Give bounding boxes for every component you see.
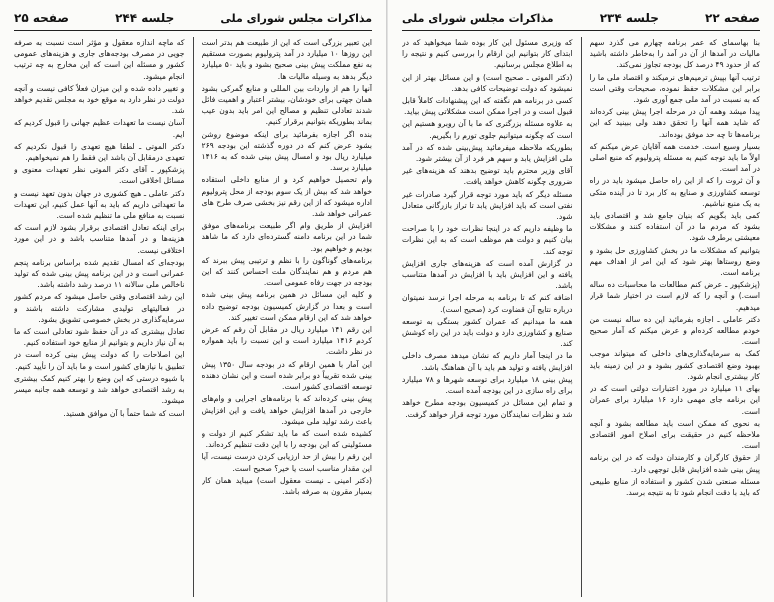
paragraph: از حقوق کارگران و کارمندان دولت که در این برنامه پیش بینی شده افزایش قابل توجهی دارد. bbox=[589, 453, 760, 474]
right-page-number: صفحه ۲۲ bbox=[705, 11, 760, 25]
paragraph: برنامه‌های گوناگون را با نظم و ترتیبی پیش ببرند که هم مردم و هم نمایندگان ملت احساس کنند که این بودجه در جهت رفاه عمومی است. bbox=[201, 255, 372, 288]
right-page bbox=[387, 0, 774, 602]
paragraph: بطوریکه ملاحظه میفرمائید پیش‌بینی شده که در آمد ملی افزایش یابد و سهم هر فرد از آن بیشتر شود. bbox=[402, 142, 573, 164]
paragraph: دکتر عاملی ـ هیچ کشوری در جهان بدون تعهد نیست و ما تعهداتی داریم که باید به آنها عمل کنیم، این تعهدات نسبت به منافع ملی ما تنظیم شده است. bbox=[14, 188, 185, 221]
paragraph: دکتر الموتی ـ لطفا هیچ تعهدی را قبول نکردیم که تعهدی درمقابل آن باشد این فقط را هم نمیخواهیم. bbox=[14, 141, 185, 163]
paragraph: پزشکپور ـ آقای دکتر الموتی نظر تعهدات معنوی و مسائل اخلاقی است. bbox=[14, 165, 185, 186]
right-page-session: جلسه ۲۳۴ bbox=[599, 11, 659, 25]
left-page-title: مذاکرات مجلس شورای ملی bbox=[220, 11, 372, 25]
paragraph: این اصلاحات را که دولت پیش بینی کرده است در تطبیق با نیازهای کشور است و ما باید آن را تأیید کنیم. bbox=[14, 350, 185, 371]
paragraph: بنده اگر اجازه بفرمائید برای اینکه موضوع روشن بشود عرض کنم که در دوره گذشته این بودجه ۲۶۹ میلیارد ریال بود و امسال پیش بینی شده که به ۱۴۱۶ میلیارد برسد. bbox=[201, 129, 372, 173]
right-page-columns bbox=[402, 37, 760, 597]
paragraph: کمی باید بگویم که بنیان جامع شد و اقتصادی باید بشود که مردم ما در آن استفاده کنند و مشکلات معیشتی برطرف شود. bbox=[589, 211, 760, 243]
paragraph: که وزیری مسئول این کار بوده شما میخواهید که در ابتدای کار بتوانیم این ارقام را بررسی کنیم و نتیجه را به اطلاع مجلس برسانیم. bbox=[402, 38, 573, 70]
paragraph: است که شما حتماً با آن موافق هستید. bbox=[63, 408, 185, 418]
paragraph: این تعبیر بزرگی است که این از طبیعت هم بدتر است این روزها ۱۰ میلیارد در آمد پترولیوم بصورت مستقیم به نفع مملکت پیش بینی صحیح بشود و باید ۵۰ میلیارد دیگر بدهد به وسیله مالیات ها. bbox=[201, 38, 372, 81]
paragraph: بهای ۱۱ میلیارد در مورد اعتبارات دولتی است که در این برنامه جای مهمی دارد ۱۶ میلیارد برای عمران است. bbox=[589, 384, 760, 416]
paragraph: که ماچه اندازه معقول و مؤثر است نسبت به صرفه جویی در مصرف بودجه‌های جاری و هزینه‌های عمومی کشور و مسئله این است که این مخارج به چه ترتیب انجام میشود. bbox=[14, 38, 185, 81]
column-divider bbox=[193, 37, 194, 597]
paragraph: بتوانیم که مشکلات ما در بخش کشاورزی حل بشود و وضع روستاها بهتر شود که این امر از اهداف مهم برنامه است. bbox=[589, 245, 760, 278]
paragraph: ما وظیفه داریم که در اینجا نظرات خود را با صراحت بیان کنیم و دولت هم موظف است که به این نظرات توجه کند. bbox=[402, 224, 573, 256]
column-divider bbox=[581, 37, 582, 597]
paragraph: در گزارش آمده است که هزینه‌های جاری افزایش یافته و این افزایش باید با افزایش در آمدها متناسب باشد. bbox=[402, 258, 573, 291]
paragraph: بنا بهاسمای که عمر برنامه چهارم می گذرد سهم مالیات در آمدها از آن در آمد را به‌خاطر داشته باشید که از حدود ۴۹ درصد کل بودجه تجاوز نمی‌کند. bbox=[589, 38, 760, 70]
paragraph: این رشد اقتصادی وقتی حاصل میشود که مردم کشور در فعالیتهای تولیدی مشارکت داشته باشند و سرمایه‌گذاری در بخش خصوصی تشویق بشود. bbox=[14, 292, 185, 324]
paragraph: تعادل بیشتری که در آن حفظ شود تعادلی است که ما به آن نیاز داریم و بتوانیم از منابع خود استفاده کنیم. bbox=[14, 327, 185, 348]
paragraph: آنها را هم از واردات بین المللی و منابع گمرکی بشود همان جهتی برای خودشان، بیشتر اعتبار و اهمیت فائل شدند تعادلی تنظیم و مصالح این امر باید بدون عیب بماند بطوریکه بتوانیم برقرار کنیم. bbox=[201, 83, 372, 127]
paragraph: برای اینکه تعادل اقتصادی برقرار بشود لازم است که هزینه‌ها و در آمدها متناسب باشد و در این مورد اختلافی نیست. bbox=[14, 223, 185, 255]
paragraph: بسیار وسیع است. خدمت همه آقایان عرض میکنم که اولاً ما باید توجه کنیم به مسئله پترولیوم که منبع اصلی در آمد است. bbox=[589, 141, 760, 174]
paragraph: اضافه کنم که تا برنامه به مرحله اجرا نرسد نمیتوان درباره نتایج آن قضاوت کرد (صحیح است). bbox=[402, 293, 573, 314]
paragraph: این رقم ۱۴۱ میلیارد ریال در مقابل آن رقم که عرض کردم ۱۴۱۶ میلیارد است و این نسبت را باید همواره در نظر داشت. bbox=[201, 325, 372, 357]
paragraph: به علاوه مسئله بزرگتری که ما با آن روبرو هستیم این است که چگونه میتوانیم جلوی تورم را بگیریم. bbox=[402, 119, 573, 140]
paragraph: پیدا میشد وهمه آن در مرحله اجرا پیش بینی کرده‌اند که شاید همه آنها را تحقق دهند ولی ببینید که این برنامه‌ها تا چه حد موفق بوده‌اند. bbox=[589, 107, 760, 139]
paragraph: دکتر عاملی ـ اجازه بفرمائید این ده ساله نیست من خودم مطالعه کرده‌ام و عرض میکنم که آمار صحیح است. bbox=[589, 314, 760, 347]
paragraph: کسی در برنامه هم نگفته که این پیشنهادات کاملاً قابل قبول است و در اجرا ممکن است مشکلاتی پیش بیاید. bbox=[402, 96, 573, 117]
paragraph: پیش بینی کرده‌اند که با برنامه‌های اجرایی و وام‌های خارجی در آمدها افزایش خواهد یافت و این افزایش باعث رشد تولید ملی میشود. bbox=[201, 394, 372, 426]
left-page-header bbox=[14, 10, 372, 31]
paragraph: مسئله دیگر که باید مورد توجه قرار گیرد صادرات غیر نفتی است که باید افزایش یابد تا تراز بازرگانی متعادل شود. bbox=[402, 189, 573, 222]
paragraph: وام تحصیل خواهیم کرد و از منابع داخلی استفاده خواهد شد که بیش از یک سوم بودجه از محل پترولیوم اداره میشود که از این رقم نیز بخشی صرف طرح های عمرانی خواهد شد. bbox=[201, 175, 372, 219]
left-page-col-right bbox=[202, 37, 373, 597]
paragraph: این آمار با همین ارقام که در بودجه سال ۱۳۵۰ پیش بینی شده تقریباً دو برابر شده است و این نشان دهنده توسعه اقتصادی کشور است. bbox=[201, 359, 372, 392]
paragraph: مسئله صنعتی شدن کشور و استفاده از منابع طبیعی که باید با دقت انجام شود تا به نتیجه برسد. bbox=[589, 476, 760, 497]
paragraph: آقای وزیر محترم باید توضیح بدهند که هزینه‌های غیر ضروری چگونه کاهش خواهد یافت. bbox=[402, 166, 573, 187]
paragraph: آسان نیست ما تعهدات عظیم جهانی را قبول کردیم که ایم. bbox=[14, 118, 185, 139]
paragraph: پیش بینی ۱۸ میلیارد برای توسعه شهرها و ۷۸ میلیارد برای راه سازی در این بودجه آمده است. bbox=[402, 374, 573, 396]
left-page-session: جلسه ۲۴۴ bbox=[115, 11, 175, 25]
paragraph: (دکتر الموتی ـ صحیح است) و این مسائل بهتر از این نمیشود که دولت توضیحات کافی بدهد. bbox=[402, 72, 573, 93]
left-page-number: صفحه ۲۵ bbox=[14, 11, 70, 25]
right-page-col-left bbox=[402, 37, 573, 597]
paragraph: این رقم را بیش از حد ارزیابی کردن درست نیست، آیا این مقدار مناسب است یا خیر؟ صحیح است. bbox=[201, 452, 372, 473]
paragraph: و تغییر داده شده و این میزان فعلاً کافی نیست و آنچه دولت در نظر دارد به موقع خود به مجلس تقدیم خواهد شد. bbox=[14, 83, 185, 116]
right-page-title: مذاکرات مجلس شورای ملی bbox=[402, 11, 554, 25]
paragraph: و آن ثروت را که از این راه حاصل میشود باید در راه توسعه کشاورزی و صنایع به کار برد تا در آینده متکی به یک منبع نباشیم. bbox=[589, 176, 760, 208]
right-page-col-right bbox=[590, 37, 761, 597]
paragraph: با شیوه درستی که این وضع را بهتر کنیم کمک بیشتری به رشد اقتصادی خواهد شد و توسعه همه جانبه میسر میشود. bbox=[14, 373, 185, 406]
left-page-col-left bbox=[14, 37, 185, 597]
paragraph: افزایش از طریق وام اگر طبیعت برنامه‌های موفق شما در این برنامه دامنه گسترده‌ای دارد که ما شاهد بودیم و خواهیم بود. bbox=[201, 221, 372, 253]
paragraph: (پزشکپور ـ عرض کنم مطالعات ما محاسبات ده ساله است.) و آنچه را که لازم است در اختیار شما قرار میدهیم. bbox=[589, 280, 760, 312]
paragraph: کمک به سرمایه‌گذاری‌های داخلی که میتواند موجب بهبود وضع اقتصادی کشور بشود و در این زمینه باید کار بیشتری انجام شود. bbox=[589, 349, 760, 381]
paragraph: بودجه‌ای که امسال تقدیم شده براساس برنامه پنجم عمرانی است و در این برنامه پیش بینی شده که تولید ناخالص ملی سالانه ۱۱ درصد رشد داشته باشد. bbox=[14, 257, 185, 290]
paragraph: همه ما میدانیم که عمران کشور بستگی به توسعه صنایع و کشاورزی دارد و دولت باید در این راه کوشش کند. bbox=[402, 316, 573, 349]
paragraph: و کلیه این مسائل در همین برنامه پیش بینی شده است و بعدا در گزارش کمیسیون بودجه توضیح داده خواهد شد که این ارقام ممکن است تغییر کند. bbox=[201, 290, 372, 322]
paragraph: و تمام این مسائل در کمیسیون بودجه مطرح خواهد شد و نظرات نمایندگان مورد توجه قرار خواهد گرفت. bbox=[402, 398, 573, 419]
right-page-header bbox=[402, 10, 760, 31]
paragraph: به نحوی که ممکن است باید مطالعه بشود و آنچه ملاحظه کنیم در حقیقت برای اصلاح امور اقتصادی است. bbox=[589, 418, 760, 451]
paragraph: ما در اینجا آمار داریم که نشان میدهد مصرف داخلی افزایش یافته و تولید هم باید با آن هماهنگ باشد. bbox=[402, 351, 573, 372]
left-page-columns bbox=[14, 37, 372, 597]
paragraph: ترتیب آنها بپیش ترمیم‌های نرمیکند و اقتصاد ملی ما را برابر این مشکلات حفظ نموده، صحیحات وقتی است که به نسبت در آمد ملی جمع آوری شود. bbox=[589, 72, 760, 105]
paragraph: کشیده شده است که ما باید تشکر کنیم از دولت و مسئولینی که این بودجه را با این دقت تنظیم کرده‌اند. bbox=[201, 428, 372, 450]
paragraph: (دکتر امینی ـ نیست معقول است) میباید همان کار بسیار مقرون به صرفه باشد. bbox=[201, 475, 372, 496]
